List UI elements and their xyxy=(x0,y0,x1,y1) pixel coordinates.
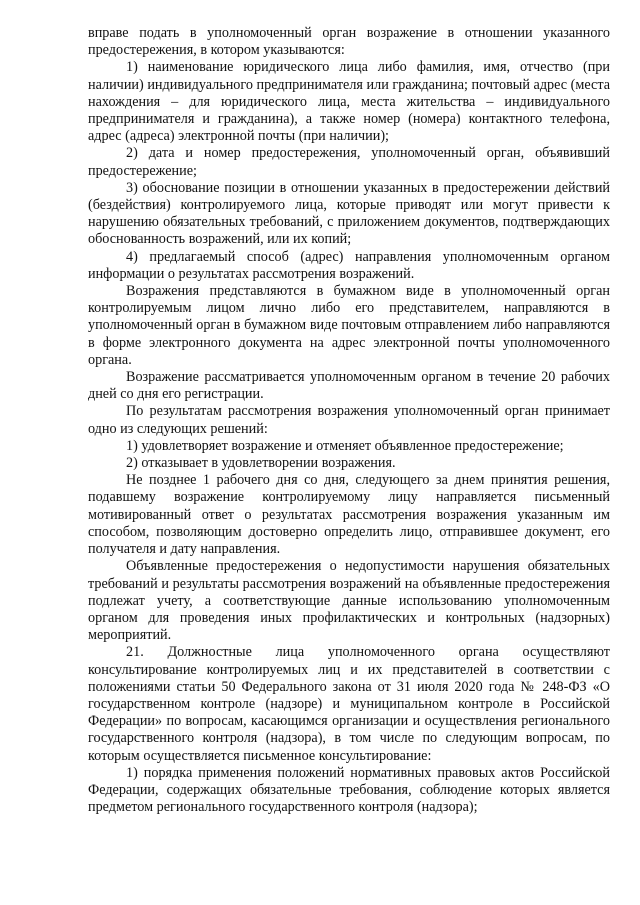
paragraph-review-period: Возражение рассматривается уполномоченным органом в течение 20 рабочих дней со дня его регистрации. xyxy=(88,369,610,403)
paragraph-section-21: 21. Должностные лица уполномоченного органа осуществляют консультирование контролируемых лиц и их представителей в соответствии с положениями статьи 50 Федерального закона от 31 июля 2020 года № 248-ФЗ «О государственном контроле (надзоре) и муниципальном контроле в Российской Федерации» по вопросам, касающимся организации и осуществления регионального государственного контроля (надзора), в том числе по следующим вопросам, по которым осуществляется письменное консультирование: xyxy=(88,644,610,764)
paragraph-decision-2: 2) отказывает в удовлетворении возражения. xyxy=(126,455,396,472)
paragraph-warnings-record: Объявленные предостережения о недопустимости нарушения обязательных требований и результаты рассмотрения возражений на объявленные предостережения подлежат учету, а соответствующие данные использованию уполномоченным органом для проведения иных профилактических и контрольных (надзорных) мероприятий. xyxy=(88,558,610,644)
paragraph-item-2: 2) дата и номер предостережения, уполномоченный орган, объявивший предостережение; xyxy=(88,145,610,179)
document-page xyxy=(88,25,610,816)
paragraph-item-3: 3) обоснование позиции в отношении указанных в предостережении действий (бездействия) контролируемого лица, которые приводят или могут привести к нарушению обязательных требований, с приложением документов, подтверждающих обоснованность возражений, или их копий; xyxy=(88,179,610,248)
paragraph-objections-submission: Возражения представляются в бумажном виде в уполномоченный орган контролируемым лицом лично либо его представителем, направляются в уполномоченный орган в бумажном виде почтовым отправлением либо направляются в форме электронного документа на адрес электронной почты уполномоченного органа. xyxy=(88,283,610,368)
paragraph-consulting-item-1: 1) порядка применения положений нормативных правовых актов Российской Федерации, содержащих обязательные требования, соблюдение которых является предметом регионального государственного контроля (надзора); xyxy=(88,764,610,816)
paragraph-item-4: 4) предлагаемый способ (адрес) направления уполномоченным органом информации о результатах рассмотрения возражений. xyxy=(88,248,610,282)
paragraph-decision-1: 1) удовлетворяет возражение и отменяет объявленное предостережение; xyxy=(126,437,564,454)
paragraph-item-1: 1) наименование юридического лица либо фамилия, имя, отчество (при наличии) индивидуального предпринимателя или гражданина; почтовый адрес (места нахождения – для юридического лица, места жительства – индивидуального предпринимателя и гражданина), а также номер (номера) контактного телефона, адрес (адреса) электронной почты (при наличии); xyxy=(88,59,610,145)
paragraph-decisions-intro: По результатам рассмотрения возражения уполномоченный орган принимает одно из следующих решений: xyxy=(88,403,610,437)
paragraph-response: Не позднее 1 рабочего дня со дня, следующего за днем принятия решения, подавшему возражение контролируемому лицу направляется письменный мотивированный ответ о результатах рассмотрения возражения указанным им способом, позволяющим достоверно определить лицо, отправившее документ, его получателя и дату направления. xyxy=(88,472,610,558)
paragraph-continuation: вправе подать в уполномоченный орган возражение в отношении указанного предостережения, в котором указываются: xyxy=(88,25,610,59)
